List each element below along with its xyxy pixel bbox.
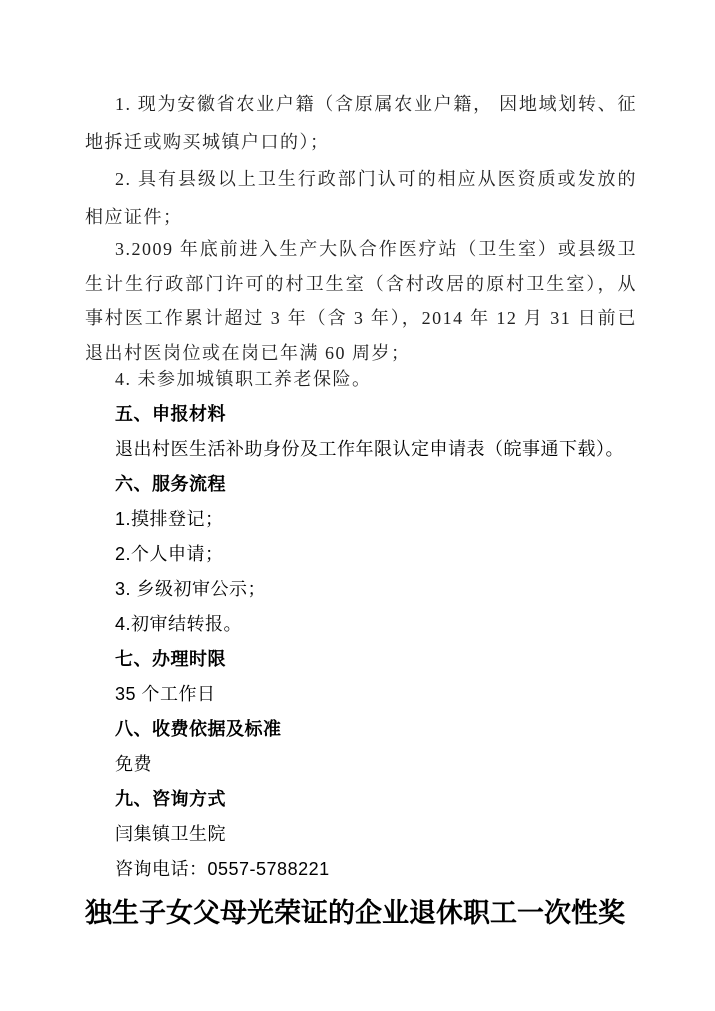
criterion-paragraph-1: 1. 现为安徽省农业户籍（含原属农业户籍， 因地域划转、征地拆迁或购买城镇户口的）； bbox=[85, 94, 637, 152]
criterion-paragraph-4: 4. 未参加城镇职工养老保险。 bbox=[115, 369, 372, 389]
next-section-title: 独生子女父母光荣证的企业退休职工一次性奖 bbox=[85, 897, 625, 928]
fee-value: 免费 bbox=[115, 753, 152, 774]
process-step-3: 3. 乡级初审公示； bbox=[115, 578, 267, 599]
criterion-paragraph-2: 2. 具有县级以上卫生行政部门认可的相应从医资质或发放的相应证件； bbox=[85, 169, 637, 227]
section-heading-application-materials: 五、申报材料 bbox=[115, 403, 226, 424]
section-heading-fee-standard: 八、收费依据及标准 bbox=[115, 718, 282, 739]
section-heading-processing-time: 七、办理时限 bbox=[115, 648, 226, 669]
processing-time-value: 35 个工作日 bbox=[115, 683, 216, 704]
section-line-application-form: 退出村医生活补助身份及工作年限认定申请表（皖事通下载）。 bbox=[115, 438, 624, 459]
contact-phone: 咨询电话：0557-5788221 bbox=[115, 858, 330, 879]
process-step-2: 2.个人申请； bbox=[115, 543, 224, 564]
process-step-1: 1.摸排登记； bbox=[115, 508, 224, 529]
section-heading-contact-method: 九、咨询方式 bbox=[115, 788, 226, 809]
section-heading-service-process: 六、服务流程 bbox=[115, 473, 226, 494]
process-step-4: 4.初审结转报。 bbox=[115, 613, 243, 634]
contact-organization: 闫集镇卫生院 bbox=[115, 823, 226, 844]
criterion-paragraph-3: 3.2009 年底前进入生产大队合作医疗站（卫生室）或县级卫生计生行政部门许可的村卫生室（含村改居的原村卫生室），从事村医工作累计超过 3 年（含 3 年），2014 年 12 月 31 日前已退出村医岗位或在岗已年满 60 周岁； bbox=[85, 239, 637, 363]
document-content bbox=[85, 86, 637, 932]
